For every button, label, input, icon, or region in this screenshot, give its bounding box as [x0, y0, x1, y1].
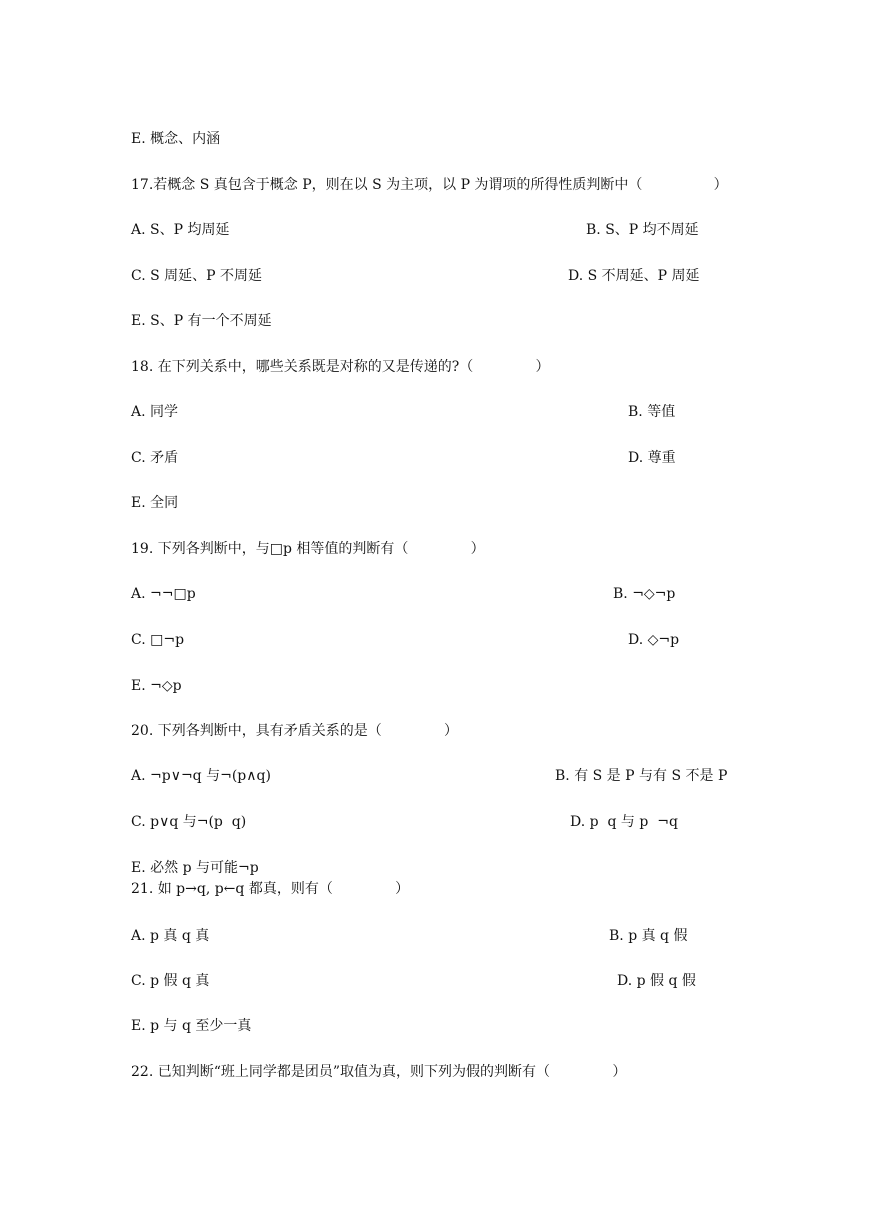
option-c-q21: C. p 假 q 真 [131, 973, 210, 989]
question-22: 22. 已知判断“班上同学都是团员”取值为真，则下列为假的判断有（ ） [131, 1064, 627, 1080]
option-d-q17: D. S 不周延、P 周延 [568, 268, 700, 284]
option-c-q17: C. S 周延、P 不周延 [131, 268, 263, 284]
option-b-q21: B. p 真 q 假 [609, 928, 688, 944]
option-a-q21: A. p 真 q 真 [131, 928, 210, 944]
option-d-q20: D. p q 与 p ¬q [570, 814, 678, 830]
option-c-q20: C. p∨q 与¬(p q) [131, 814, 247, 830]
option-c-q18: C. 矛盾 [131, 450, 179, 466]
option-a-q20: A. ¬p∨¬q 与¬(p∧q) [131, 768, 271, 784]
option-e-q21: E. p 与 q 至少一真 [131, 1018, 252, 1034]
option-e-q19: E. ¬◇p [131, 678, 182, 694]
option-e-q20: E. 必然 p 与可能¬p [131, 860, 259, 876]
option-d-q19: D. ◇¬p [628, 632, 680, 648]
option-d-q21: D. p 假 q 假 [617, 973, 696, 989]
question-19: 19. 下列各判断中，与□p 相等值的判断有（ ） [131, 541, 485, 557]
question-18: 18. 在下列关系中，哪些关系既是对称的又是传递的?（ ） [131, 359, 550, 375]
option-e-q18: E. 全同 [131, 495, 179, 511]
option-c-q19: C. □¬p [131, 632, 185, 648]
option-d-q18: D. 尊重 [628, 450, 676, 466]
question-21: 21. 如 p→q, p←q 都真，则有（ ） [131, 881, 410, 897]
option-e-q17: E. S、P 有一个不周延 [131, 313, 272, 329]
option-a-q19: A. ¬¬□p [131, 586, 196, 602]
question-17: 17.若概念 S 真包含于概念 P，则在以 S 为主项，以 P 为谓项的所得性质判断中（ ） [131, 177, 728, 193]
option-a-q17: A. S、P 均周延 [131, 222, 230, 238]
option-a-q18: A. 同学 [131, 404, 179, 420]
option-b-q19: B. ¬◇¬p [613, 586, 676, 602]
option-b-q20: B. 有 S 是 P 与有 S 不是 P [555, 768, 728, 784]
option-b-q18: B. 等值 [628, 404, 676, 420]
option-b-q17: B. S、P 均不周延 [586, 222, 699, 238]
question-20: 20. 下列各判断中，具有矛盾关系的是（ ） [131, 723, 459, 739]
option-e-q16: E. 概念、内涵 [131, 131, 221, 147]
